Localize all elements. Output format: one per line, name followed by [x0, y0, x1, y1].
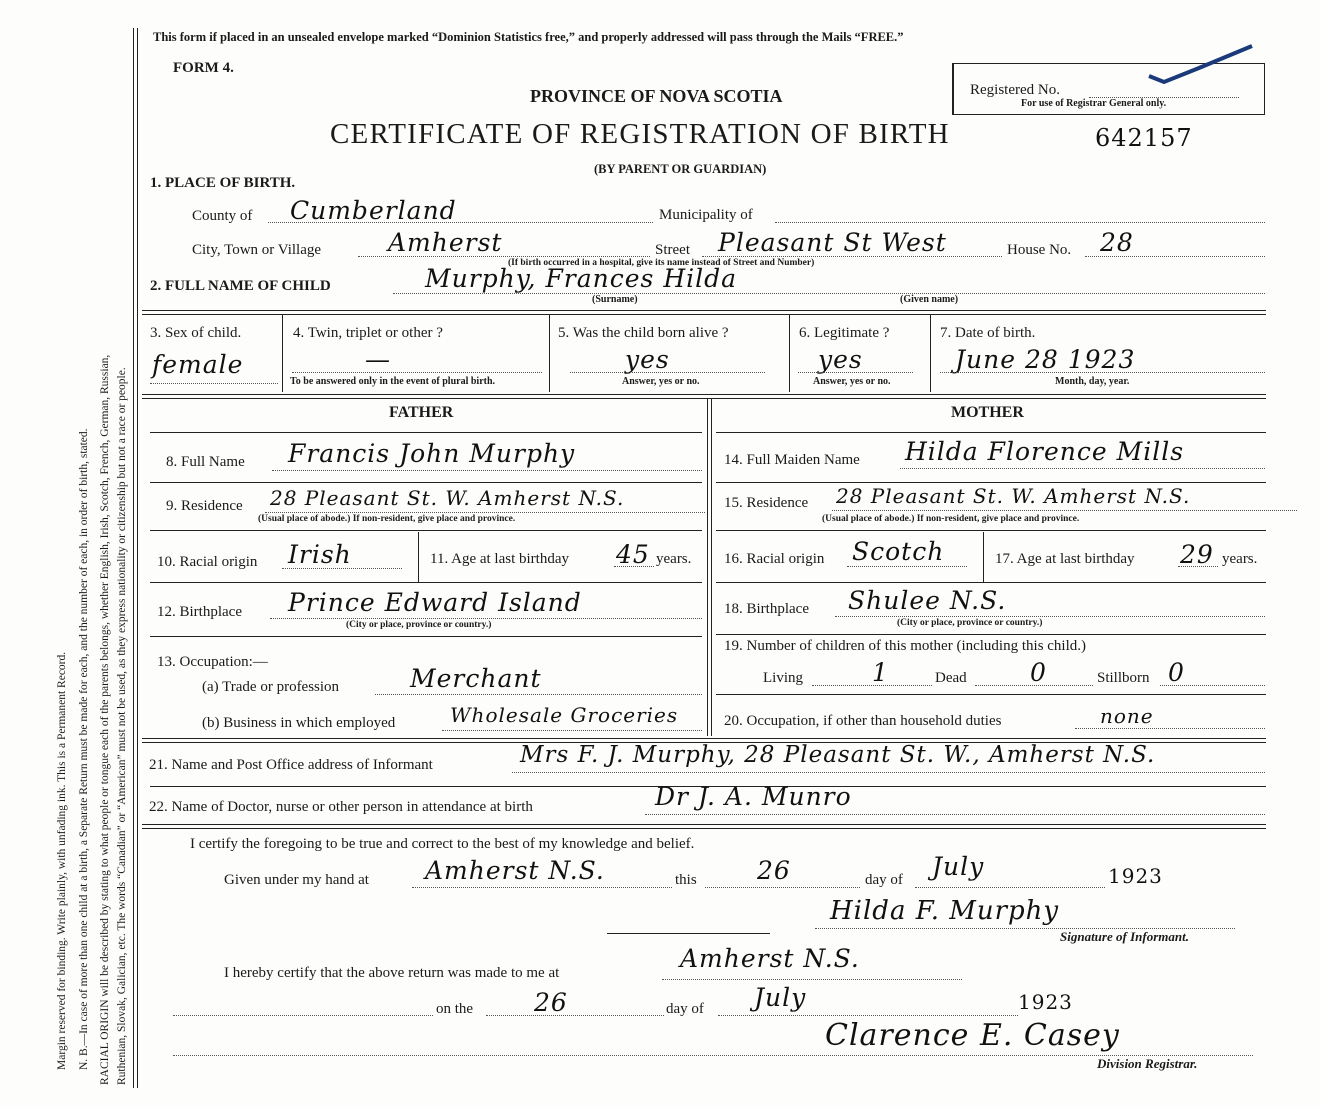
- registrar-day-of-label: day of: [666, 1001, 704, 1017]
- twin-note: To be answered only in the event of plural birth.: [290, 376, 496, 387]
- city-label: City, Town or Village: [192, 242, 322, 258]
- mother-name-value: Hilda Florence Mills: [905, 437, 1185, 466]
- alive-note: Answer, yes or no.: [622, 376, 700, 387]
- alive-value: yes: [625, 345, 670, 374]
- street-value: Pleasant St West: [718, 228, 947, 257]
- father-race-value: Irish: [288, 540, 352, 569]
- registrar-day-value: 26: [534, 988, 568, 1017]
- page-title: CERTIFICATE OF REGISTRATION OF BIRTH: [330, 118, 950, 150]
- dob-label: 7. Date of birth.: [940, 325, 1036, 341]
- mother-heading: MOTHER: [951, 404, 1024, 421]
- mother-residence-value: 28 Pleasant St. W. Amherst N.S.: [836, 484, 1191, 508]
- hospital-note: (If birth occurred in a hospital, give its name instead of Street and Number): [508, 258, 815, 268]
- registrar-year-value: 1923: [1018, 990, 1073, 1014]
- twin-value: —: [365, 345, 391, 374]
- father-years: years.: [656, 551, 692, 567]
- registrar-caption: Division Registrar.: [1097, 1056, 1198, 1071]
- father-birthplace-value: Prince Edward Island: [288, 588, 582, 617]
- province-heading: PROVINCE OF NOVA SCOTIA: [530, 86, 783, 106]
- living-label: Living: [763, 670, 803, 686]
- child-name-value: Murphy, Frances Hilda: [425, 264, 738, 293]
- father-residence-value: 28 Pleasant St. W. Amherst N.S.: [270, 486, 625, 510]
- mother-occupation-label: 20. Occupation, if other than household duties: [724, 713, 1002, 729]
- informant-signature: Hilda F. Murphy: [830, 896, 1060, 926]
- given-day-value: 26: [757, 856, 791, 885]
- mother-name-label: 14. Full Maiden Name: [724, 452, 860, 468]
- mother-occupation-value: none: [1100, 704, 1154, 728]
- margin-rule: [133, 28, 138, 1088]
- this-label: this: [675, 872, 697, 888]
- registered-label: Registered No.: [970, 82, 1060, 98]
- registrar-month-value: July: [754, 983, 807, 1012]
- informant-label: 21. Name and Post Office address of Informant: [149, 757, 433, 773]
- father-residence-label: 9. Residence: [166, 498, 243, 514]
- given-month-value: July: [932, 852, 985, 881]
- father-heading: FATHER: [389, 404, 454, 421]
- place-section: 1. PLACE OF BIRTH.: [150, 175, 296, 191]
- business-label: (b) Business in which employed: [202, 715, 396, 731]
- alive-label: 5. Was the child born alive ?: [558, 325, 729, 341]
- business-value: Wholesale Groceries: [450, 703, 679, 727]
- registrar-signature: Clarence E. Casey: [825, 1018, 1120, 1053]
- house-label: House No.: [1007, 242, 1072, 258]
- mother-years: years.: [1222, 551, 1258, 567]
- sex-label: 3. Sex of child.: [150, 325, 242, 341]
- subtitle: (BY PARENT OR GUARDIAN): [594, 162, 767, 176]
- dob-value: June 28 1923: [955, 345, 1136, 374]
- children-count-label: 19. Number of children of this mother (including this child.): [724, 638, 1087, 654]
- stillborn-value: 0: [1168, 658, 1185, 687]
- father-birthplace-label: 12. Birthplace: [157, 604, 242, 620]
- dead-value: 0: [1030, 658, 1047, 687]
- father-occupation-label: 13. Occupation:—: [157, 654, 268, 670]
- mother-birthplace-note: (City or place, province or country.): [897, 618, 1043, 628]
- trade-value: Merchant: [410, 664, 542, 693]
- municipality-label: Municipality of: [659, 207, 753, 223]
- father-residence-note: (Usual place of abode.) If non-resident, give place and province.: [258, 514, 516, 524]
- child-name-label: 2. FULL NAME OF CHILD: [150, 278, 331, 294]
- twin-label: 4. Twin, triplet or other ?: [293, 325, 443, 341]
- house-value: 28: [1100, 228, 1134, 257]
- margin-note-4: Ruthenian, Slovak, Galician, etc. The words “Canadian” or “American” must not be used, as they express nationality or citizenship but not a race or people.: [116, 367, 128, 1085]
- father-age-label: 11. Age at last birthday: [430, 551, 569, 567]
- mother-residence-label: 15. Residence: [724, 495, 809, 511]
- surname-note: (Surname): [592, 294, 638, 305]
- mother-age-label: 17. Age at last birthday: [995, 551, 1135, 567]
- registrar-place-value: Amherst N.S.: [680, 944, 860, 973]
- dead-label: Dead: [935, 670, 967, 686]
- registrar-statement: I hereby certify that the above return was made to me at: [224, 965, 560, 981]
- father-name-label: 8. Full Name: [166, 454, 245, 470]
- margin-note-2: N. B.—In case of more than one child at a birth, a Separate Return must be made for each, and the number of each, in order of birth, stated.: [78, 428, 90, 1070]
- legitimate-note: Answer, yes or no.: [813, 376, 891, 387]
- father-name-value: Francis John Murphy: [288, 439, 576, 468]
- mother-birthplace-label: 18. Birthplace: [724, 601, 809, 617]
- mother-residence-note: (Usual place of abode.) If non-resident, give place and province.: [822, 514, 1080, 524]
- doctor-label: 22. Name of Doctor, nurse or other person in attendance at birth: [149, 799, 533, 815]
- mother-race-value: Scotch: [852, 537, 945, 566]
- county-label: County of: [192, 208, 253, 224]
- on-the-label: on the: [436, 1001, 474, 1017]
- registered-box: [952, 63, 1265, 115]
- mother-race-label: 16. Racial origin: [724, 551, 825, 567]
- margin-note-1: Margin reserved for binding. Write plainly, with unfading ink. This is a Permanent Record.: [56, 651, 68, 1070]
- mother-age-value: 29: [1180, 540, 1214, 569]
- signature-caption: Signature of Informant.: [1060, 929, 1189, 944]
- street-label: Street: [655, 242, 690, 258]
- informant-value: Mrs F. J. Murphy, 28 Pleasant St. W., Amherst N.S.: [520, 742, 1156, 768]
- checkmark-icon: [1144, 38, 1264, 88]
- form-number: FORM 4.: [173, 60, 234, 76]
- stillborn-label: Stillborn: [1097, 670, 1150, 686]
- mail-note: This form if placed in an unsealed envelope marked “Dominion Statistics free,” and properly addressed will pass through the Mails “FREE.”: [153, 30, 904, 44]
- given-under-label: Given under my hand at: [224, 872, 369, 888]
- father-race-label: 10. Racial origin: [157, 554, 258, 570]
- legitimate-label: 6. Legitimate ?: [799, 325, 890, 341]
- county-value: Cumberland: [290, 196, 457, 225]
- trade-label: (a) Trade or profession: [202, 679, 340, 695]
- sex-value: female: [152, 350, 244, 379]
- margin-note-3: RACIAL ORIGIN will be described by stating to what people or tongue each of the parents belongs, whether English, Irish, Scotch, French, German, Russian,: [99, 354, 111, 1085]
- given-place-value: Amherst N.S.: [425, 856, 605, 885]
- given-name-note: (Given name): [900, 294, 959, 305]
- registered-note: For use of Registrar General only.: [1021, 98, 1167, 109]
- certify-statement: I certify the foregoing to be true and correct to the best of my knowledge and belief.: [190, 836, 695, 852]
- living-value: 1: [872, 658, 889, 687]
- doctor-value: Dr J. A. Munro: [655, 782, 852, 811]
- father-age-value: 45: [616, 540, 650, 569]
- given-day-of-label: day of: [865, 872, 903, 888]
- given-year-value: 1923: [1108, 864, 1163, 888]
- title-number: 642157: [1095, 124, 1193, 152]
- city-value: Amherst: [388, 228, 503, 257]
- father-birthplace-note: (City or place, province or country.): [346, 620, 492, 630]
- dob-note: Month, day, year.: [1055, 376, 1130, 387]
- mother-birthplace-value: Shulee N.S.: [848, 586, 1007, 615]
- legitimate-value: yes: [818, 345, 863, 374]
